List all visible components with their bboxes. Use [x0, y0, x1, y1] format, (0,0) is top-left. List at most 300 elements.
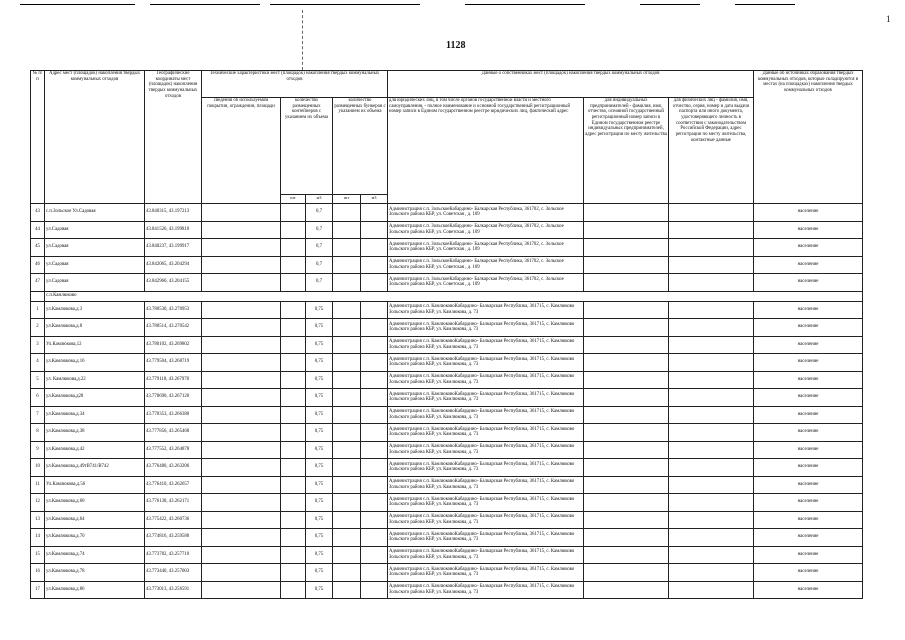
cell-cover: [202, 274, 281, 292]
waste-sites-table: [30, 70, 863, 599]
cell-owner-person: [669, 564, 754, 582]
cell-container-volume: 0,75: [306, 319, 333, 337]
cell-bunker-volume: [361, 389, 388, 407]
cell-address: Ул.Камлюкова,12: [45, 336, 145, 354]
cell-bunker-volume: [361, 256, 388, 274]
cell-owner-ip: [584, 256, 669, 274]
cell-coordinates: 43.780530, 43.270953: [145, 301, 202, 319]
cell-cover: [202, 476, 281, 494]
cell-container-volume: 0,7: [306, 239, 333, 257]
cell-coordinates: 43.779504, 43.268719: [145, 354, 202, 372]
cell-bunker-count: [333, 371, 361, 389]
cell-owner-ip: [584, 511, 669, 529]
cell-container-count: [281, 256, 306, 274]
cell-container-volume: 0,75: [306, 476, 333, 494]
cell-source: население: [754, 371, 863, 389]
cell-container-count: [281, 389, 306, 407]
cell-owner-person: [669, 511, 754, 529]
unit-bunkers-m3: м3: [361, 195, 388, 204]
cell-address: ул.Садовая: [45, 221, 145, 239]
cell-owner-person: [669, 494, 754, 512]
cell-coordinates: 43.779118, 43.267978: [145, 371, 202, 389]
cell-owner-person: [669, 529, 754, 547]
cell-bunker-volume: [361, 459, 388, 477]
header-sources: Данные об источниках образования твердых коммунальных отходов, которые складируются в местах (на площадках) накопления твердых коммунальных отходов: [754, 71, 863, 204]
cell-number: 13: [31, 511, 45, 529]
cell-address: ул.Камлюкова,д.74: [45, 546, 145, 564]
cell-address: ул.Камлюкова,д.3: [45, 301, 145, 319]
cell-source: население: [754, 239, 863, 257]
cell-container-volume: 0,75: [306, 336, 333, 354]
table-row: [31, 441, 863, 459]
cell-container-volume: 0,7: [306, 274, 333, 292]
cell-owner-ip: [584, 564, 669, 582]
cell-coordinates: 43.780514, 43.270542: [145, 319, 202, 337]
cell-owner-legal: Администрация с.п. КамлюковоКабардино- Балкарская Республика, 361715, с. Камлюково Зольского района КБР, ул. Камлюкова, д. 73: [388, 371, 584, 389]
cell-owner-person: [669, 424, 754, 442]
cell-container-count: [281, 564, 306, 582]
cell-number: 6: [31, 389, 45, 407]
cell-owner-ip: [584, 459, 669, 477]
cell-owner-ip: [584, 494, 669, 512]
table-row: [31, 511, 863, 529]
cell-owner-ip: [584, 389, 669, 407]
cell-cover: [202, 354, 281, 372]
cell-number: 16: [31, 564, 45, 582]
cell-owner-person: [669, 354, 754, 372]
cell-container-volume: 0,75: [306, 441, 333, 459]
cell-source: население: [754, 459, 863, 477]
cell-bunker-count: [333, 319, 361, 337]
cell-container-count: [281, 221, 306, 239]
table-row: [31, 529, 863, 547]
cell-cover: [202, 564, 281, 582]
cell-source: население: [754, 511, 863, 529]
header-geo: Географические координаты мест (площадок) накопления твердых коммунальных отходов: [145, 71, 202, 204]
scan-mark: [465, 4, 585, 5]
cell-coordinates: 43.780102, 43.269802: [145, 336, 202, 354]
cell-bunker-count: [333, 546, 361, 564]
table-row: [31, 354, 863, 372]
cell-owner-person: [669, 274, 754, 292]
cell-owner-person: [669, 204, 754, 222]
cell-coordinates: 43.840237, 43.199917: [145, 239, 202, 257]
cell-address: ул.Камлюкова,д.38: [45, 424, 145, 442]
cell-bunker-count: [333, 459, 361, 477]
table-row: [31, 301, 863, 319]
cell-container-volume: 0,75: [306, 371, 333, 389]
cell-number: 7: [31, 406, 45, 424]
cell-source: население: [754, 424, 863, 442]
cell-owner-legal: Администрация с.п. КамлюковоКабардино- Балкарская Республика, 361715, с. Камлюково Зольского района КБР, ул. Камлюкова, д. 73: [388, 406, 584, 424]
cell-owner-ip: [584, 354, 669, 372]
cell-bunker-volume: [361, 406, 388, 424]
cell-source: население: [754, 354, 863, 372]
cell-bunker-volume: [361, 204, 388, 222]
cell-cover: [202, 406, 281, 424]
cell-number: 9: [31, 441, 45, 459]
section-row: [31, 291, 863, 301]
cell-number: 14: [31, 529, 45, 547]
cell-coordinates: 43.776410, 43.262657: [145, 476, 202, 494]
cell-owner-legal: Администрация с.п. ЗольскоеКабардино- Балкарская Республика, 361702, с. Зольское Зольского района КБР, ул. Советская , д. 109: [388, 256, 584, 274]
unit-containers-pcs: шт: [281, 195, 306, 204]
cell-cover: [202, 371, 281, 389]
cell-owner-legal: Администрация с.п. КамлюковоКабардино- Балкарская Республика, 361715, с. Камлюково Зольского района КБР, ул. Камлюкова, д. 73: [388, 319, 584, 337]
scan-mark: [640, 4, 700, 5]
cell-cover: [202, 459, 281, 477]
cell-container-volume: 0,75: [306, 581, 333, 599]
cell-address: ул.Садовая: [45, 274, 145, 292]
cell-owner-ip: [584, 239, 669, 257]
cell-bunker-count: [333, 424, 361, 442]
cell-owner-legal: Администрация с.п. КамлюковоКабардино- Балкарская Республика, 361715, с. Камлюково Зольского района КБР, ул. Камлюкова, д. 73: [388, 301, 584, 319]
cell-source: население: [754, 581, 863, 599]
cell-coordinates: 43.773440, 43.257003: [145, 564, 202, 582]
cell-bunker-volume: [361, 301, 388, 319]
cell-cover: [202, 239, 281, 257]
cell-source: население: [754, 221, 863, 239]
header-containers: количество размещенных контейнеров с указанием их объема: [281, 98, 333, 195]
table-row: [31, 494, 863, 512]
cell-container-volume: 0,75: [306, 354, 333, 372]
cell-container-count: [281, 406, 306, 424]
cell-source: население: [754, 529, 863, 547]
table-row: [31, 336, 863, 354]
header-tech-group: Технические характеристики мест (площадок) накопления твердых коммунальных отходов: [202, 71, 388, 98]
cell-owner-ip: [584, 424, 669, 442]
cell-address: с.п.Зольское Ул.Садовая: [45, 204, 145, 222]
cell-number: 44: [31, 221, 45, 239]
table-row: [31, 476, 863, 494]
cell-number: 5: [31, 371, 45, 389]
cell-address: ул.Камлюкова,д.60: [45, 494, 145, 512]
cell-bunker-count: [333, 336, 361, 354]
cell-address: ул.Камлюкова,д.34: [45, 406, 145, 424]
cell-coordinates: 43.775422, 43.260736: [145, 511, 202, 529]
cell-address: ул. Камлюкова,д.22: [45, 371, 145, 389]
unit-bunkers-pcs: шт: [333, 195, 361, 204]
cell-container-volume: 0,75: [306, 494, 333, 512]
cell-coordinates: 43.842966, 43.204155: [145, 274, 202, 292]
table-row: [31, 204, 863, 222]
cell-cover: [202, 511, 281, 529]
cell-owner-legal: Администрация с.п. КамлюковоКабардино- Балкарская Республика, 361715, с. Камлюково Зольского района КБР, ул. Камлюкова, д. 73: [388, 424, 584, 442]
cell-coordinates: 43.774816, 43.259588: [145, 529, 202, 547]
cell-container-volume: 0,75: [306, 564, 333, 582]
cell-owner-person: [669, 389, 754, 407]
fold-line: [302, 10, 303, 70]
cell-owner-person: [669, 319, 754, 337]
cell-container-count: [281, 459, 306, 477]
table-row: [31, 581, 863, 599]
header-address: Адрес мест (площадок) накопления твердых коммунальных отходов: [45, 71, 145, 204]
cell-address: ул.Камлюкова,д.78: [45, 564, 145, 582]
cell-owner-person: [669, 301, 754, 319]
cell-container-count: [281, 204, 306, 222]
cell-container-count: [281, 441, 306, 459]
cell-owner-legal: Администрация с.п. КамлюковоКабардино- Балкарская Республика, 361715, с. Камлюково Зольского района КБР, ул. Камлюкова, д. 73: [388, 581, 584, 599]
cell-owner-person: [669, 371, 754, 389]
table-body: [31, 204, 863, 599]
table-row: [31, 564, 863, 582]
cell-address: ул.Камлюкова,д28: [45, 389, 145, 407]
scan-mark: [735, 4, 795, 5]
cell-address: ул.Камлюкова,д.8: [45, 319, 145, 337]
header-legal: для юридических лиц, в том числе органов государственной власти и местного самоуправления, - полное наименование и основной государственный регистрационный номер записи в Едином государственном реестре юридических лиц, фактический адрес: [388, 98, 584, 204]
cell-source: население: [754, 319, 863, 337]
cell-owner-legal: Администрация с.п. КамлюковоКабардино- Балкарская Республика, 361715, с. Камлюково Зольского района КБР, ул. Камлюкова, д. 73: [388, 511, 584, 529]
cell-owner-person: [669, 221, 754, 239]
cell-coordinates: 43.841526, 43.199810: [145, 221, 202, 239]
cell-number: 4: [31, 354, 45, 372]
cell-number: 1: [31, 301, 45, 319]
cell-source: население: [754, 336, 863, 354]
cell-container-count: [281, 546, 306, 564]
cell-number: 45: [31, 239, 45, 257]
cell-owner-legal: Администрация с.п. ЗольскоеКабардино- Балкарская Республика, 361702, с. Зольское Зольского района КБР, ул. Советская , д. 109: [388, 204, 584, 222]
cell-cover: [202, 256, 281, 274]
cell-cover: [202, 581, 281, 599]
cell-bunker-volume: [361, 371, 388, 389]
cell-container-count: [281, 476, 306, 494]
cell-address: ул.Камлюкова,д.42: [45, 441, 145, 459]
cell-owner-legal: Администрация с.п. КамлюковоКабардино- Балкарская Республика, 361715, с. Камлюково Зольского района КБР, ул. Камлюкова, д. 73: [388, 494, 584, 512]
cell-container-volume: 0,7: [306, 221, 333, 239]
cell-coordinates: 43.778690, 43.267120: [145, 389, 202, 407]
cell-bunker-count: [333, 301, 361, 319]
cell-owner-person: [669, 336, 754, 354]
cell-container-volume: 0,75: [306, 389, 333, 407]
table-row: [31, 239, 863, 257]
cell-owner-ip: [584, 274, 669, 292]
cell-owner-ip: [584, 371, 669, 389]
cell-cover: [202, 301, 281, 319]
cell-bunker-volume: [361, 424, 388, 442]
cell-number: 8: [31, 424, 45, 442]
cell-address: ул.Камлюкова,д.64: [45, 511, 145, 529]
cell-container-count: [281, 581, 306, 599]
table-row: [31, 546, 863, 564]
cell-bunker-count: [333, 441, 361, 459]
cell-bunker-count: [333, 256, 361, 274]
cell-container-count: [281, 371, 306, 389]
cell-container-count: [281, 424, 306, 442]
cell-container-count: [281, 529, 306, 547]
header-person: для физических лиц - фамилия, имя, отчество, серия, номер и дата выдачи паспорта или иного документа, удостоверяющего личность в соответствии с законодательством Российской Федерации, адрес регистрации по месту жительства, контактные данные: [669, 98, 754, 204]
table-row: [31, 459, 863, 477]
header-owners-group: Данные о собственниках мест (площадок) накопления твердых коммунальных отходов: [388, 71, 754, 98]
cell-cover: [202, 546, 281, 564]
cell-coordinates: 43.840315, 43.197213: [145, 204, 202, 222]
cell-bunker-volume: [361, 494, 388, 512]
cell-address: ул.Камлюкова,д.86: [45, 581, 145, 599]
cell-coordinates: 43.773013, 43.256591: [145, 581, 202, 599]
cell-owner-ip: [584, 204, 669, 222]
cell-owner-ip: [584, 406, 669, 424]
cell-owner-person: [669, 441, 754, 459]
cell-bunker-count: [333, 494, 361, 512]
table-row: [31, 256, 863, 274]
cell-cover: [202, 424, 281, 442]
cell-cover: [202, 319, 281, 337]
cell-source: население: [754, 546, 863, 564]
cell-source: население: [754, 389, 863, 407]
cell-bunker-volume: [361, 319, 388, 337]
cell-owner-legal: Администрация с.п. КамлюковоКабардино- Балкарская Республика, 361715, с. Камлюково Зольского района КБР, ул. Камлюкова, д. 73: [388, 529, 584, 547]
unit-containers-m3: м3: [306, 195, 333, 204]
cell-cover: [202, 494, 281, 512]
cell-owner-ip: [584, 336, 669, 354]
cell-bunker-volume: [361, 221, 388, 239]
cell-coordinates: 43.777856, 43.265468: [145, 424, 202, 442]
cell-bunker-volume: [361, 336, 388, 354]
table-header: [31, 71, 863, 204]
cell-owner-legal: Администрация с.п. КамлюковоКабардино- Балкарская Республика, 361715, с. Камлюково Зольского района КБР, ул. Камлюкова, д. 73: [388, 354, 584, 372]
cell-container-count: [281, 239, 306, 257]
cell-address: ул.Садовая: [45, 239, 145, 257]
cell-owner-person: [669, 239, 754, 257]
cell-cover: [202, 529, 281, 547]
cell-bunker-volume: [361, 529, 388, 547]
cell-cover: [202, 441, 281, 459]
cell-address: ул.Садовая: [45, 256, 145, 274]
cell-source: население: [754, 564, 863, 582]
cell-container-volume: 0,75: [306, 511, 333, 529]
header-ip: для индивидуальных предпринимателей - фамилия, имя, отчество, основной государственный регистрационный номер записи в Едином государственном реестре индивидуальных предпринимателей, адрес регистрации по месту жительства: [584, 98, 669, 204]
cell-source: население: [754, 204, 863, 222]
cell-container-count: [281, 336, 306, 354]
cell-source: население: [754, 406, 863, 424]
cell-container-count: [281, 301, 306, 319]
cell-source: население: [754, 476, 863, 494]
scan-mark: [270, 4, 420, 5]
page-number: 1128: [446, 40, 466, 51]
cell-container-count: [281, 354, 306, 372]
cell-bunker-count: [333, 581, 361, 599]
cell-container-volume: 0,75: [306, 459, 333, 477]
cell-number: 43: [31, 204, 45, 222]
cell-bunker-volume: [361, 564, 388, 582]
cell-container-volume: 0,75: [306, 529, 333, 547]
cell-container-count: [281, 494, 306, 512]
scan-mark: [20, 4, 135, 5]
cell-owner-legal: Администрация с.п. КамлюковоКабардино- Балкарская Республика, 361715, с. Камлюково Зольского района КБР, ул. Камлюкова, д. 73: [388, 564, 584, 582]
cell-source: население: [754, 301, 863, 319]
cell-bunker-count: [333, 511, 361, 529]
cell-address: ул.Камлюкова,д.49тВ741/В742: [45, 459, 145, 477]
cell-container-volume: 0,75: [306, 546, 333, 564]
cell-number: 2: [31, 319, 45, 337]
cell-bunker-volume: [361, 239, 388, 257]
cell-owner-person: [669, 406, 754, 424]
cell-owner-ip: [584, 581, 669, 599]
cell-address: Ул.Камлюкова,д.56: [45, 476, 145, 494]
cell-bunker-count: [333, 354, 361, 372]
cell-owner-legal: Администрация с.п. ЗольскоеКабардино- Балкарская Республика, 361702, с. Зольское Зольского района КБР, ул. Советская , д. 109: [388, 221, 584, 239]
table-row: [31, 274, 863, 292]
cell-owner-person: [669, 546, 754, 564]
cell-owner-ip: [584, 529, 669, 547]
cell-source: население: [754, 441, 863, 459]
cell-owner-person: [669, 459, 754, 477]
cell-number: 47: [31, 274, 45, 292]
cell-bunker-count: [333, 476, 361, 494]
table-row: [31, 424, 863, 442]
cell-container-volume: 0,75: [306, 406, 333, 424]
cell-bunker-volume: [361, 441, 388, 459]
cell-owner-legal: Администрация с.п. ЗольскоеКабардино- Балкарская Республика, 361702, с. Зольское Зольского района КБР, ул. Советская , д. 109: [388, 239, 584, 257]
cell-number: 46: [31, 256, 45, 274]
cell-bunker-count: [333, 274, 361, 292]
cell-owner-legal: Администрация с.п. КамлюковоКабардино- Балкарская Республика, 361715, с. Камлюково Зольского района КБР, ул. Камлюкова, д. 73: [388, 546, 584, 564]
cell-container-volume: 0,7: [306, 204, 333, 222]
cell-owner-ip: [584, 301, 669, 319]
cell-bunker-volume: [361, 274, 388, 292]
cell-owner-legal: Администрация с.п. КамлюковоКабардино- Балкарская Республика, 361715, с. Камлюково Зольского района КБР, ул. Камлюкова, д. 73: [388, 476, 584, 494]
cell-owner-ip: [584, 319, 669, 337]
cell-bunker-volume: [361, 476, 388, 494]
cell-address: ул.Камлюкова,д.16: [45, 354, 145, 372]
cell-bunker-count: [333, 406, 361, 424]
cell-source: население: [754, 256, 863, 274]
cell-owner-person: [669, 581, 754, 599]
cell-cover: [202, 336, 281, 354]
cell-coordinates: 43.778353, 43.266380: [145, 406, 202, 424]
cell-bunker-volume: [361, 511, 388, 529]
cell-owner-person: [669, 256, 754, 274]
table-row: [31, 221, 863, 239]
cell-number: 10: [31, 459, 45, 477]
cell-bunker-count: [333, 529, 361, 547]
cell-address: ул.Камлюкова,д.70: [45, 529, 145, 547]
section-label: с.п.Камлюково: [45, 291, 863, 301]
header-bunkers: количество размещенных бункеров с указанием их объема: [333, 98, 388, 195]
cell-bunker-volume: [361, 354, 388, 372]
cell-cover: [202, 389, 281, 407]
cell-number: 11: [31, 476, 45, 494]
cell-owner-legal: Администрация с.п. ЗольскоеКабардино- Балкарская Республика, 361702, с. Зольское Зольского района КБР, ул. Советская , д. 109: [388, 274, 584, 292]
cell-number: 15: [31, 546, 45, 564]
cell-owner-legal: Администрация с.п. КамлюковоКабардино- Балкарская Республика, 361715, с. Камлюково Зольского района КБР, ул. Камлюкова, д. 73: [388, 389, 584, 407]
cell-owner-legal: Администрация с.п. КамлюковоКабардино- Балкарская Республика, 361715, с. Камлюково Зольского района КБР, ул. Камлюкова, д. 73: [388, 459, 584, 477]
cell-bunker-volume: [361, 581, 388, 599]
cell-bunker-count: [333, 239, 361, 257]
cell-coordinates: 43.773782, 43.257710: [145, 546, 202, 564]
cell-bunker-volume: [361, 546, 388, 564]
cell-owner-ip: [584, 441, 669, 459]
cell-number: 17: [31, 581, 45, 599]
cell-container-volume: 0,7: [306, 256, 333, 274]
cell-source: население: [754, 494, 863, 512]
cell-bunker-count: [333, 389, 361, 407]
cell-bunker-count: [333, 221, 361, 239]
corner-mark: 1: [886, 14, 891, 24]
cell-owner-person: [669, 476, 754, 494]
header-no: № п/п: [31, 71, 45, 204]
cell-coordinates: 43.777552, 43.264878: [145, 441, 202, 459]
cell-container-count: [281, 511, 306, 529]
cell-number: [31, 291, 45, 301]
cell-coordinates: 43.776138, 43.262171: [145, 494, 202, 512]
cell-container-count: [281, 319, 306, 337]
cell-bunker-count: [333, 564, 361, 582]
cell-number: 3: [31, 336, 45, 354]
cell-owner-ip: [584, 221, 669, 239]
table-row: [31, 371, 863, 389]
cell-container-count: [281, 274, 306, 292]
header-cover: сведения об используемом покрытии, ограждении, площади: [202, 98, 281, 204]
